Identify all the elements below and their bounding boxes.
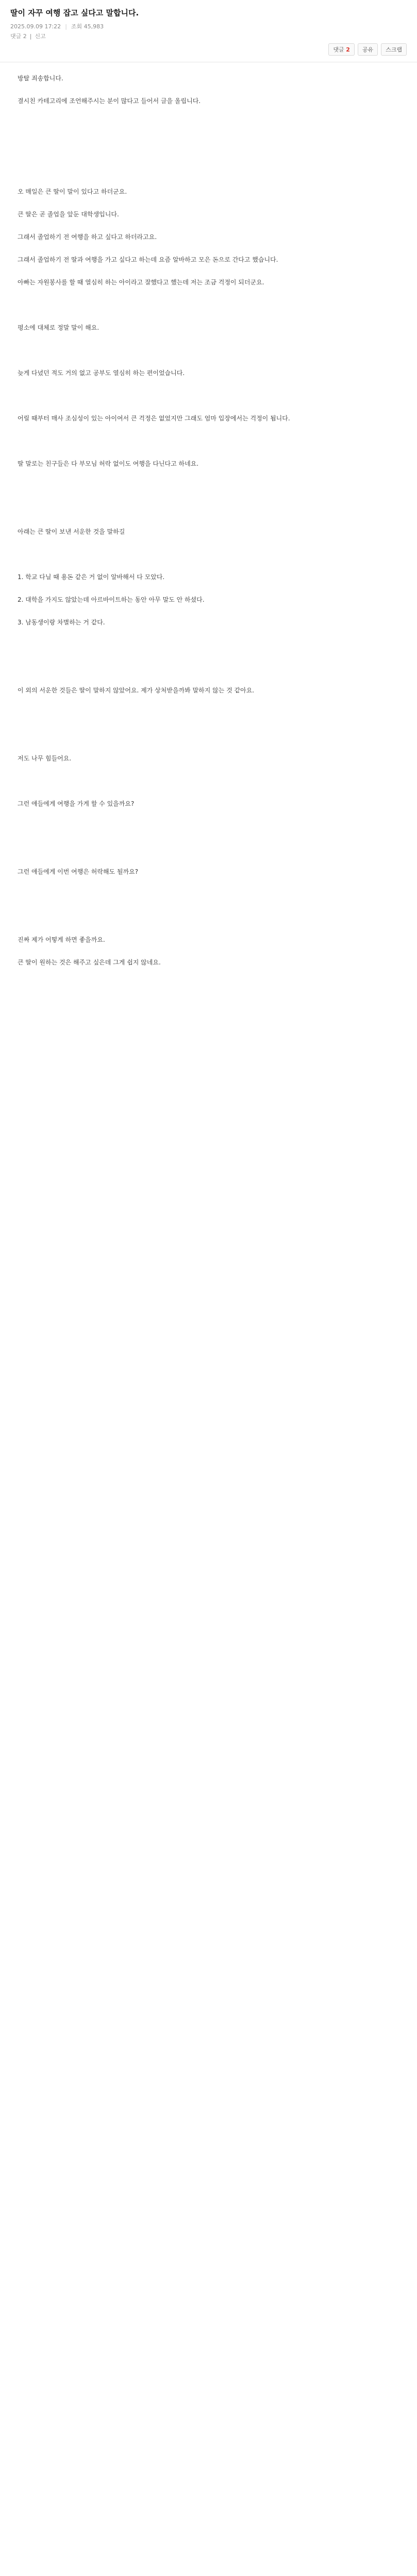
body-paragraph: 그래서 졸업하기 전 딸과 여행을 가고 싶다고 하는데 요즘 알바하고 모은 돈으로 간다고 했습니다.	[18, 256, 278, 263]
comment-count: 2	[346, 46, 350, 53]
post-meta	[10, 23, 407, 31]
body-paragraph	[18, 775, 399, 787]
scrap-button[interactable]: 스크랩	[381, 43, 407, 56]
meta-separator: |	[65, 23, 67, 30]
post-comments-count[interactable]: 댓글 2	[10, 33, 27, 40]
body-paragraph: 그런 애들에게 이번 여행은 허락해도 될까요?	[18, 868, 139, 875]
body-paragraph	[18, 481, 399, 492]
post-meta-secondary	[10, 32, 407, 40]
body-paragraph	[18, 639, 399, 651]
body-paragraph	[18, 503, 399, 515]
body-paragraph: 오 매일은 큰 딸이 말이 있다고 하더군요.	[18, 188, 127, 195]
comment-label: 댓글	[333, 46, 344, 53]
post-date: 2025.09.09 17:22	[10, 23, 61, 30]
body-paragraph	[18, 821, 399, 832]
body-paragraph: 아빠는 자원봉사를 할 때 열심히 하는 아이라고 잘했다고 했는데 저는 조금 걱정이 되더군요.	[18, 279, 264, 286]
post-body	[0, 62, 417, 2576]
body-paragraph: 늦게 다녔던 적도 거의 없고 공부도 열심히 하는 편이었습니다.	[18, 369, 185, 377]
body-paragraph: 그런 애들에게 여행을 가게 할 수 있을까요?	[18, 800, 135, 807]
body-paragraph	[18, 345, 399, 356]
body-paragraph: 어릴 때부터 매사 조심성이 있는 아이여서 큰 걱정은 없었지만 그래도 엄마 입장에서는 걱정이 됩니다.	[18, 415, 290, 422]
body-paragraph: 큰 딸은 곧 졸업을 앞둔 대학생입니다.	[18, 211, 119, 218]
body-paragraph: 저도 나무 힘들어요.	[18, 755, 72, 762]
body-paragraph: 진짜 제가 어떻게 하면 좋을까요.	[18, 936, 105, 943]
comment-button[interactable]	[328, 43, 354, 56]
body-paragraph	[18, 141, 399, 152]
body-paragraph	[18, 889, 399, 900]
body-paragraph: 3. 남동생이랑 차별하는 거 같다.	[18, 619, 105, 626]
body-paragraph	[18, 549, 399, 560]
post-title: 딸이 자꾸 여행 잡고 싶다고 말합니다.	[10, 8, 139, 18]
body-paragraph	[18, 707, 399, 719]
header-actions	[10, 43, 407, 56]
post-views: 조회 45,983	[71, 23, 104, 30]
body-paragraph: 2. 대학을 가지도 않았는데 아르바이트하는 동안 아무 말도 안 하셨다.	[18, 596, 205, 603]
meta-separator: |	[29, 32, 32, 40]
body-paragraph: 그래서 졸업하기 전 여행을 하고 싶다고 하더라고요.	[18, 233, 157, 241]
body-paragraph: 결시친 카테고리에 조언해주시는 분이 많다고 들어서 글을 올립니다.	[18, 97, 201, 105]
body-paragraph: 평소에 대체로 정말 말이 해요.	[18, 324, 99, 331]
body-paragraph: 이 외의 서운한 것들은 딸이 말하지 않았어요. 제가 상처받을까봐 말하지 않는 것 같아요.	[18, 687, 255, 694]
body-paragraph	[18, 730, 399, 741]
body-paragraph	[18, 118, 399, 129]
body-paragraph	[18, 390, 399, 401]
body-paragraph	[18, 843, 399, 855]
report-link[interactable]: 신고	[35, 33, 46, 40]
body-paragraph	[18, 163, 399, 175]
body-paragraph: 딸 말로는 친구들은 다 부모님 허락 없이도 여행을 다닌다고 하네요.	[18, 460, 199, 467]
body-paragraph: 아래는 큰 딸이 보낸 서운한 것을 말하길	[18, 528, 125, 535]
body-paragraph	[18, 911, 399, 923]
share-button[interactable]: 공유	[358, 43, 378, 56]
post-header	[0, 0, 417, 62]
body-paragraph	[18, 299, 399, 311]
body-paragraph	[18, 435, 399, 447]
body-paragraph: 방탈 죄송합니다.	[18, 75, 63, 82]
body-paragraph	[18, 662, 399, 673]
body-paragraph: 큰 딸이 원하는 것은 해주고 싶은데 그게 쉽지 않네요.	[18, 959, 161, 966]
body-paragraph: 1. 학교 다닐 때 용돈 같은 거 없이 알바해서 다 모았다.	[18, 573, 165, 581]
